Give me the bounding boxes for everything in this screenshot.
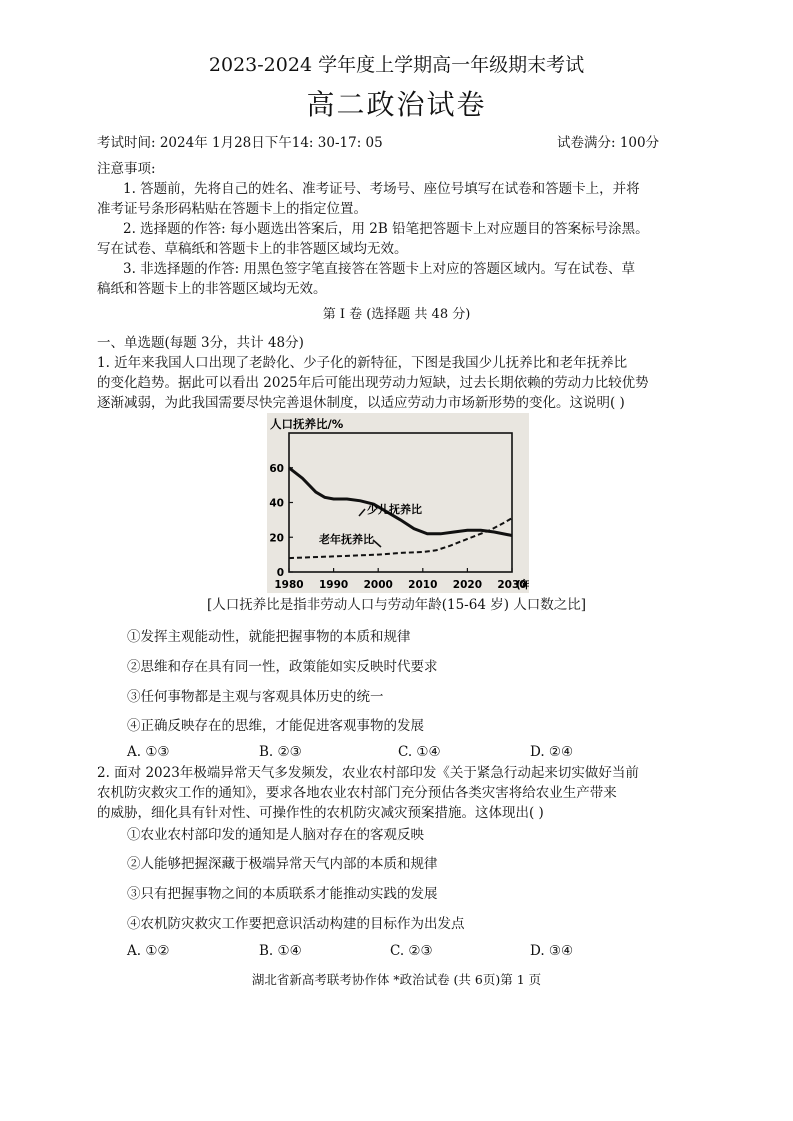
q2-stem-line: 2. 面对 2023年极端异常天气多发频发，农业农村部印发《关于紧急行动起来切实做好当前	[97, 765, 639, 781]
q2-stem-line: 的威胁，细化具有针对性、可操作性的农机防灾减灾预案措施。这体现出( )	[97, 805, 544, 821]
q1-option: ③任何事物都是主观与客观具体历史的统一	[127, 689, 384, 705]
q1-stem-line: 1. 近年来我国人口出现了老龄化、少子化的新特征，下图是我国少儿抚养比和老年抚养比	[97, 355, 628, 371]
q1-stem-line: 的变化趋势。据此可以看出 2025年后可能出现劳动力短缺，过去长期依赖的劳动力比较优势	[97, 375, 649, 391]
x-tick-label: 2030	[497, 579, 527, 591]
y-tick-label: 20	[269, 532, 284, 545]
q1-option: ①发挥主观能动性，就能把握事物的本质和规律	[127, 629, 411, 645]
exam-title: 2023-2024 学年度上学期高一年级期末考试	[208, 54, 585, 76]
x-tick-label: 1990	[318, 579, 349, 591]
x-tick-label: 1980	[274, 579, 304, 591]
notes-line: 准考证号条形码粘贴在答题卡上的指定位置。	[97, 201, 367, 217]
y-tick-label: 60	[269, 462, 284, 475]
q1-stem-line: 逐渐减弱，为此我国需要尽快完善退休制度，以适应劳动力市场新形势的变化。这说明( )	[97, 395, 625, 411]
q1-choice-a: A. ①③	[127, 744, 170, 760]
series-line-child-ratio	[289, 468, 512, 536]
paper-title: 高二政治试卷	[306, 88, 487, 121]
q2-option: ①农业农村部印发的通知是人脑对存在的客观反映	[127, 827, 424, 843]
full-score: 试卷满分: 100分	[557, 135, 660, 151]
q2-choice-a: A. ①②	[127, 943, 170, 959]
q1-option: ④正确反映存在的思维，才能促进客观事物的发展	[127, 718, 424, 734]
y-tick-label: 40	[269, 497, 284, 510]
q2-stem-line: 农机防灾救灾工作的通知》，要求各地农业农村部门充分预估各类灾害将给农业生产带来	[97, 785, 617, 801]
y-axis-label: 人口抚养比/%	[270, 417, 344, 431]
q2-option: ④农机防灾救灾工作要把意识活动构建的目标作为出发点	[127, 916, 465, 932]
elderly-label-pointer	[373, 540, 381, 547]
notes-line: 1. 答题前，先将自己的姓名、准考证号、考场号、座位号填写在试卷和答题卡上，并将	[123, 181, 640, 197]
x-axis-label: (年	[516, 579, 529, 591]
section-title: 第 I 卷 (选择题 共 48 分)	[322, 307, 471, 322]
dependency-ratio-chart	[267, 413, 529, 593]
exam-time: 考试时间: 2024年 1月28日下午14: 30-17: 05	[97, 135, 383, 151]
series-label-child: 少儿抚养比	[367, 503, 422, 516]
notes-line: 稿纸和答题卡上的非答题区域均无效。	[97, 281, 327, 297]
series-label-elderly: 老年抚养比	[319, 533, 374, 546]
q2-choice-d: D. ③④	[530, 943, 574, 959]
x-tick-label: 2010	[408, 579, 438, 591]
notes-line: 3. 非选择题的作答: 用黑色签字笔直接答在答题卡上对应的答题区域内。写在试卷、草	[123, 261, 636, 277]
q2-option: ③只有把握事物之间的本质联系才能推动实践的发展	[127, 886, 438, 902]
chart-svg	[267, 413, 529, 593]
notes-heading: 注意事项:	[97, 161, 156, 177]
q2-option: ②人能够把握深藏于极端异常天气内部的本质和规律	[127, 856, 438, 872]
y-tick-label: 0	[276, 567, 284, 579]
q1-choice-b: B. ②③	[259, 744, 302, 760]
x-tick-label: 2020	[452, 579, 483, 591]
notes-line: 写在试卷、草稿纸和答题卡上的非答题区域均无效。	[97, 241, 408, 257]
q2-choice-c: C. ②③	[390, 943, 433, 959]
q1-option: ②思维和存在具有同一性，政策能如实反映时代要求	[127, 659, 438, 675]
child-label-pointer	[359, 509, 365, 516]
page-footer: 湖北省新高考联考协作体 *政治试卷 (共 6页)第 1 页	[251, 972, 542, 987]
q1-choice-c: C. ①④	[398, 744, 441, 760]
q1-choice-d: D. ②④	[530, 744, 574, 760]
notes-line: 2. 选择题的作答: 每小题选出答案后，用 2B 铅笔把答题卡上对应题目的答案标号涂黑。	[123, 221, 649, 237]
chart-caption: [人口抚养比是指非劳动人口与劳动年龄(15-64 岁) 人口数之比]	[206, 597, 587, 613]
part-heading: 一、单选题(每题 3分，共计 48分)	[97, 335, 304, 351]
x-tick-label: 2000	[363, 579, 393, 591]
q2-choice-b: B. ①④	[259, 943, 302, 959]
